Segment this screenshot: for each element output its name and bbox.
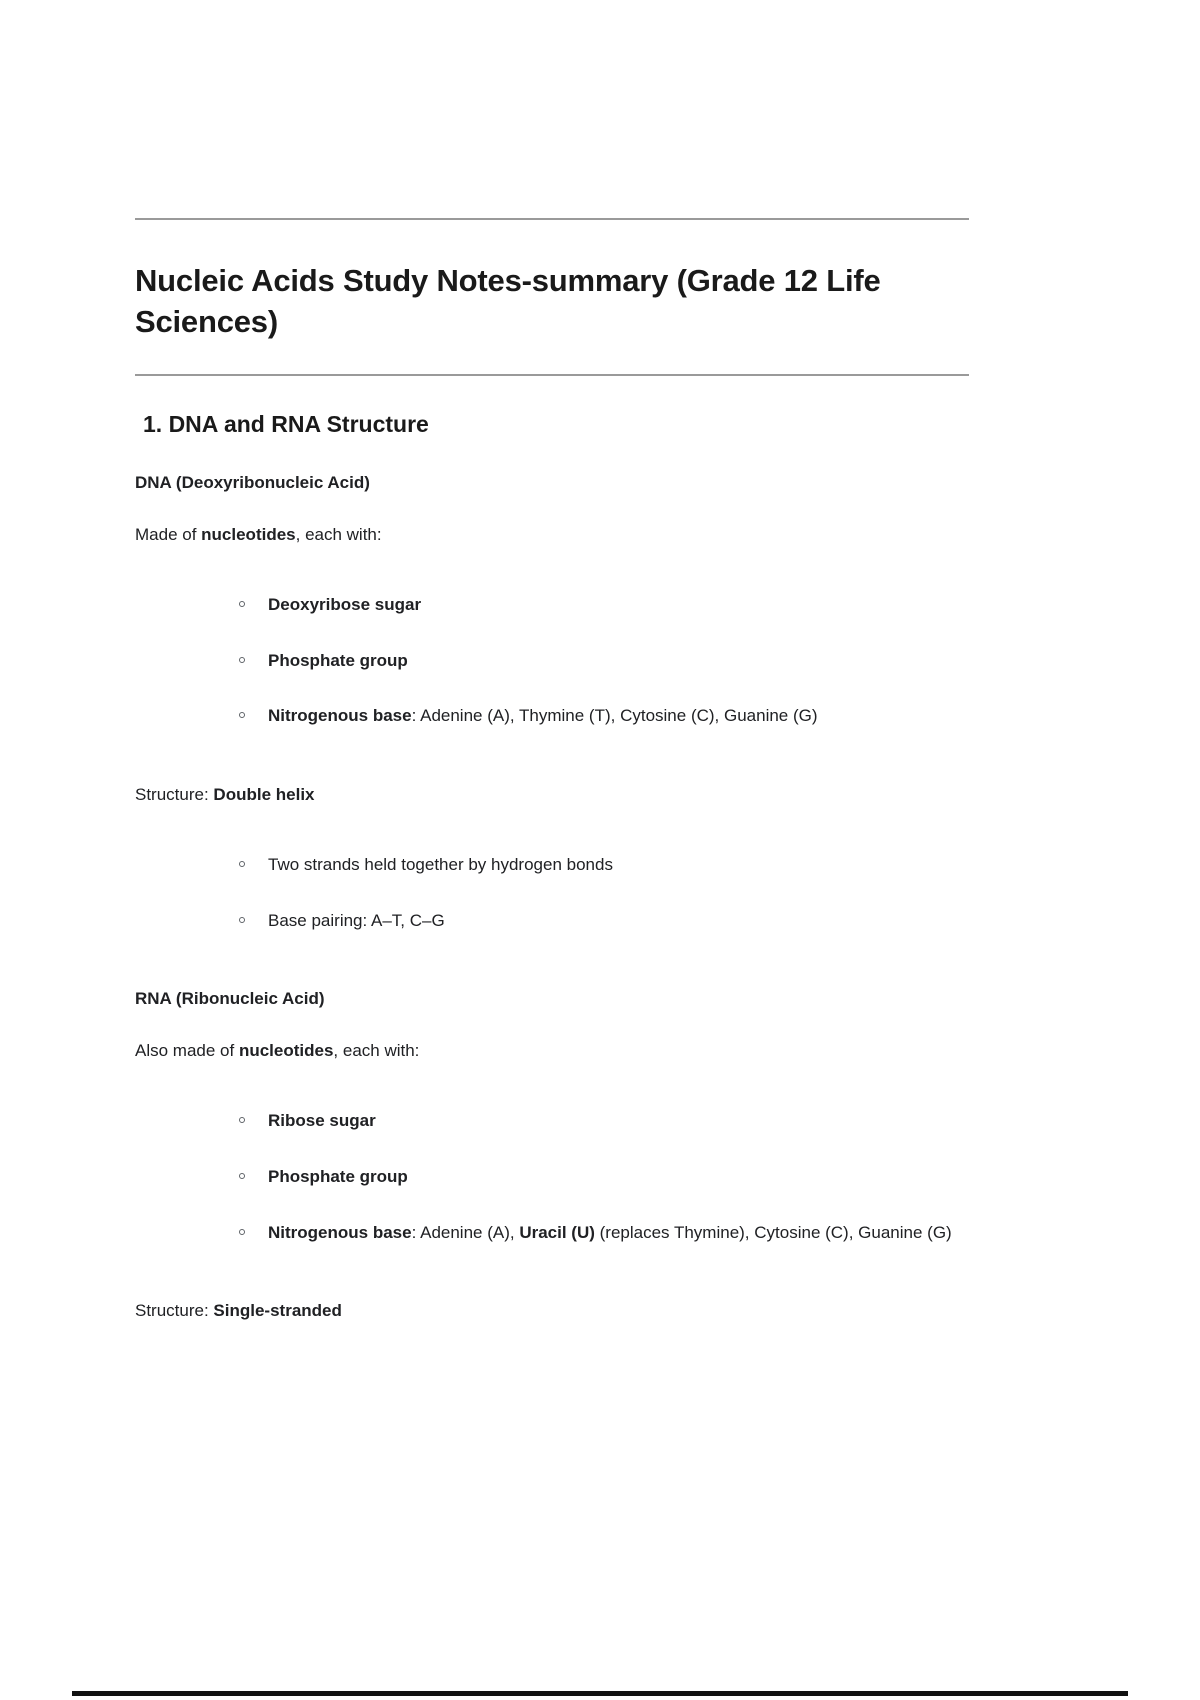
- circle-bullet-icon: [239, 851, 249, 861]
- list-item-detail: : Adenine (A), Thymine (T), Cytosine (C), Guanine (G): [411, 706, 818, 726]
- circle-bullet-icon: [239, 1163, 249, 1173]
- page-title: Nucleic Acids Study Notes-summary (Grade 12 Life Sciences): [135, 263, 881, 340]
- document-body: [135, 218, 969, 1324]
- rna-intro-bold: nucleotides: [238, 1040, 334, 1060]
- dna-component-list: [135, 591, 969, 730]
- list-item: [135, 1219, 969, 1247]
- list-item-label: Ribose sugar: [268, 1111, 376, 1131]
- list-item-label: Two strands held together by hydrogen bonds: [268, 855, 613, 875]
- dna-structure-label: Structure:: [135, 784, 214, 804]
- circle-bullet-icon: [239, 702, 249, 712]
- circle-bullet-icon: [239, 647, 249, 657]
- circle-bullet-icon: [239, 591, 249, 601]
- dna-intro: [135, 522, 969, 548]
- dna-intro-bold: nucleotides: [201, 524, 296, 544]
- list-item: [135, 1163, 969, 1191]
- list-item: [135, 851, 969, 879]
- rna-component-list: [135, 1107, 969, 1246]
- rna-structure-value: Single-stranded: [213, 1301, 342, 1321]
- dna-structure-line: [135, 782, 969, 808]
- list-item-detail: : Adenine (A),: [411, 1222, 520, 1242]
- list-item-label: Phosphate group: [268, 650, 408, 670]
- rna-intro: [135, 1038, 969, 1064]
- rna-intro-prefix: Also made of: [135, 1040, 239, 1060]
- list-item: [135, 647, 969, 675]
- dna-structure-value: Double helix: [213, 784, 315, 804]
- title-divider: [135, 374, 969, 376]
- list-item: [135, 702, 969, 730]
- list-item: [135, 907, 969, 935]
- rna-subheading: RNA (Ribonucleic Acid): [135, 989, 325, 1009]
- list-item-label: Nitrogenous base: [268, 1222, 412, 1242]
- circle-bullet-icon: [239, 1219, 249, 1229]
- list-item-label: Phosphate group: [268, 1167, 408, 1187]
- circle-bullet-icon: [239, 907, 249, 917]
- dna-structure-list: [135, 851, 969, 934]
- dna-intro-prefix: Made of: [135, 524, 202, 544]
- dna-intro-suffix: , each with:: [295, 524, 382, 544]
- page-bottom-divider: [72, 1691, 1128, 1696]
- rna-structure-line: [135, 1298, 969, 1324]
- list-item-emphasis: Uracil (U): [519, 1222, 595, 1242]
- list-item: [135, 1107, 969, 1135]
- section-heading: 1. DNA and RNA Structure: [143, 411, 429, 438]
- list-item-label: Base pairing: A–T, C–G: [268, 910, 445, 930]
- header-divider: [135, 218, 969, 220]
- list-item-label: Deoxyribose sugar: [268, 595, 422, 615]
- circle-bullet-icon: [239, 1107, 249, 1117]
- list-item-detail-2: (replaces Thymine), Cytosine (C), Guanine (G): [594, 1222, 952, 1242]
- list-item: [135, 591, 969, 619]
- rna-structure-label: Structure:: [135, 1301, 214, 1321]
- dna-subheading: DNA (Deoxyribonucleic Acid): [135, 473, 370, 493]
- rna-intro-suffix: , each with:: [333, 1040, 420, 1060]
- list-item-label: Nitrogenous base: [268, 706, 412, 726]
